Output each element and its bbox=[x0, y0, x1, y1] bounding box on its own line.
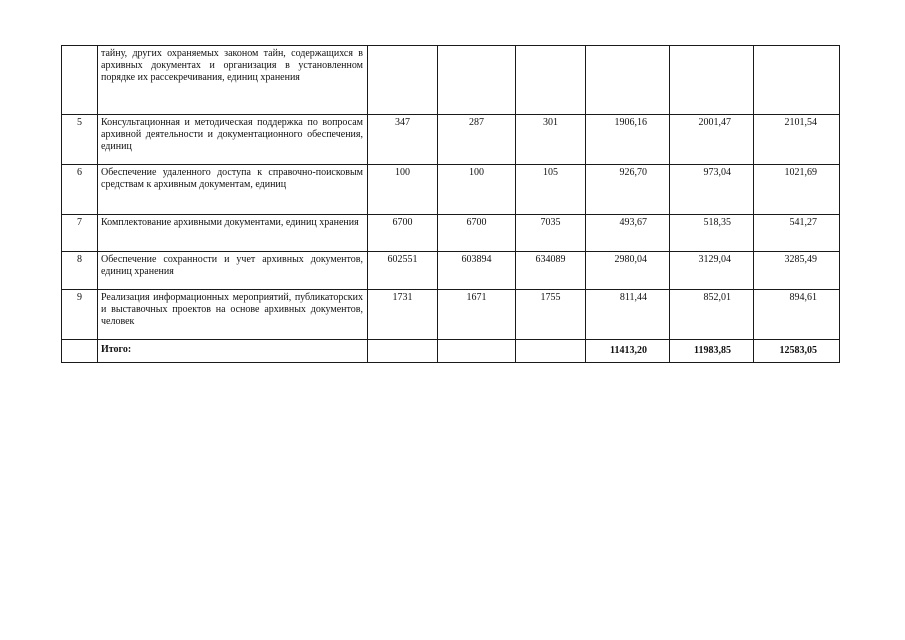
value-cell-6: 2101,54 bbox=[754, 115, 840, 165]
value-cell-6: 1021,69 bbox=[754, 165, 840, 215]
value-cell-3: 7035 bbox=[516, 215, 586, 252]
total-label: Итого: bbox=[101, 344, 132, 355]
total-row bbox=[62, 340, 840, 363]
value-cell-5: 852,01 bbox=[670, 290, 754, 340]
value-cell-2: 1671 bbox=[438, 290, 516, 340]
value-cell-4: 493,67 bbox=[586, 215, 670, 252]
budget-table bbox=[61, 45, 840, 363]
total-value-5: 11983,85 bbox=[694, 345, 731, 356]
value-cell-2: 100 bbox=[438, 165, 516, 215]
value-cell-2: 6700 bbox=[438, 215, 516, 252]
table-row bbox=[62, 215, 840, 252]
row-number-cell bbox=[62, 290, 98, 340]
value-cell-3: 1755 bbox=[516, 290, 586, 340]
value-cell-2: 287 bbox=[438, 115, 516, 165]
value-cell-1: 1731 bbox=[368, 290, 438, 340]
row-name-cell bbox=[98, 115, 368, 165]
row-name: Реализация информационных мероприятий, публикаторских и выставочных проектов на основе архивных документов, человек bbox=[101, 292, 363, 327]
value-cell-4 bbox=[586, 46, 670, 115]
row-name: Консультационная и методическая поддержка по вопросам архивной деятельности и документационного обеспечения, единиц bbox=[101, 117, 363, 152]
value-cell-5: 518,35 bbox=[670, 215, 754, 252]
row-number: 6 bbox=[77, 167, 82, 178]
row-name: тайну, других охраняемых законом тайн, содержащихся в архивных документах и организация в установленном порядке их рассекречивания, единиц хранения bbox=[101, 48, 363, 83]
row-number: 8 bbox=[77, 254, 82, 265]
value-cell-3 bbox=[516, 46, 586, 115]
row-number: 9 bbox=[77, 292, 82, 303]
row-name-cell bbox=[98, 215, 368, 252]
row-name-cell bbox=[98, 46, 368, 115]
table-row bbox=[62, 290, 840, 340]
value-cell-1 bbox=[368, 340, 438, 363]
total-value-cell-6 bbox=[754, 340, 840, 363]
value-cell-3: 634089 bbox=[516, 252, 586, 290]
value-cell-5 bbox=[670, 46, 754, 115]
value-cell-1: 100 bbox=[368, 165, 438, 215]
row-number bbox=[62, 46, 97, 48]
row-name-cell bbox=[98, 290, 368, 340]
total-label-cell bbox=[98, 340, 368, 363]
value-cell-6: 894,61 bbox=[754, 290, 840, 340]
table-row bbox=[62, 115, 840, 165]
row-name-cell bbox=[98, 165, 368, 215]
table-row bbox=[62, 165, 840, 215]
value-cell-4: 1906,16 bbox=[586, 115, 670, 165]
value-cell-4: 2980,04 bbox=[586, 252, 670, 290]
row-number-cell bbox=[62, 215, 98, 252]
value-cell-6: 541,27 bbox=[754, 215, 840, 252]
value-cell-4: 811,44 bbox=[586, 290, 670, 340]
total-value-cell-5 bbox=[670, 340, 754, 363]
value-cell-2: 603894 bbox=[438, 252, 516, 290]
total-value-6: 12583,05 bbox=[779, 345, 817, 356]
value-cell-3: 105 bbox=[516, 165, 586, 215]
row-number: 7 bbox=[77, 217, 82, 228]
value-cell-4: 926,70 bbox=[586, 165, 670, 215]
value-cell-6: 3285,49 bbox=[754, 252, 840, 290]
row-number: 5 bbox=[77, 117, 82, 128]
value-cell-5: 3129,04 bbox=[670, 252, 754, 290]
row-name: Обеспечение сохранности и учет архивных документов, единиц хранения bbox=[101, 254, 363, 277]
row-name-cell bbox=[98, 252, 368, 290]
value-cell-5: 973,04 bbox=[670, 165, 754, 215]
total-value-cell-4 bbox=[586, 340, 670, 363]
value-cell-3 bbox=[516, 340, 586, 363]
row-name: Комплектование архивными документами, единиц хранения bbox=[101, 217, 359, 228]
value-cell-1: 347 bbox=[368, 115, 438, 165]
row-number-cell bbox=[62, 340, 98, 363]
row-name: Обеспечение удаленного доступа к справочно-поисковым средствам к архивным документам, единиц bbox=[101, 167, 363, 190]
value-cell-1 bbox=[368, 46, 438, 115]
table-row bbox=[62, 46, 840, 115]
row-number-cell bbox=[62, 165, 98, 215]
row-number-cell bbox=[62, 252, 98, 290]
value-cell-1: 602551 bbox=[368, 252, 438, 290]
table-row bbox=[62, 252, 840, 290]
row-number-cell bbox=[62, 46, 98, 115]
value-cell-6 bbox=[754, 46, 840, 115]
value-cell-2 bbox=[438, 340, 516, 363]
row-number-cell bbox=[62, 115, 98, 165]
value-cell-2 bbox=[438, 46, 516, 115]
total-value-4: 11413,20 bbox=[610, 345, 647, 356]
value-cell-3: 301 bbox=[516, 115, 586, 165]
value-cell-5: 2001,47 bbox=[670, 115, 754, 165]
value-cell-1: 6700 bbox=[368, 215, 438, 252]
